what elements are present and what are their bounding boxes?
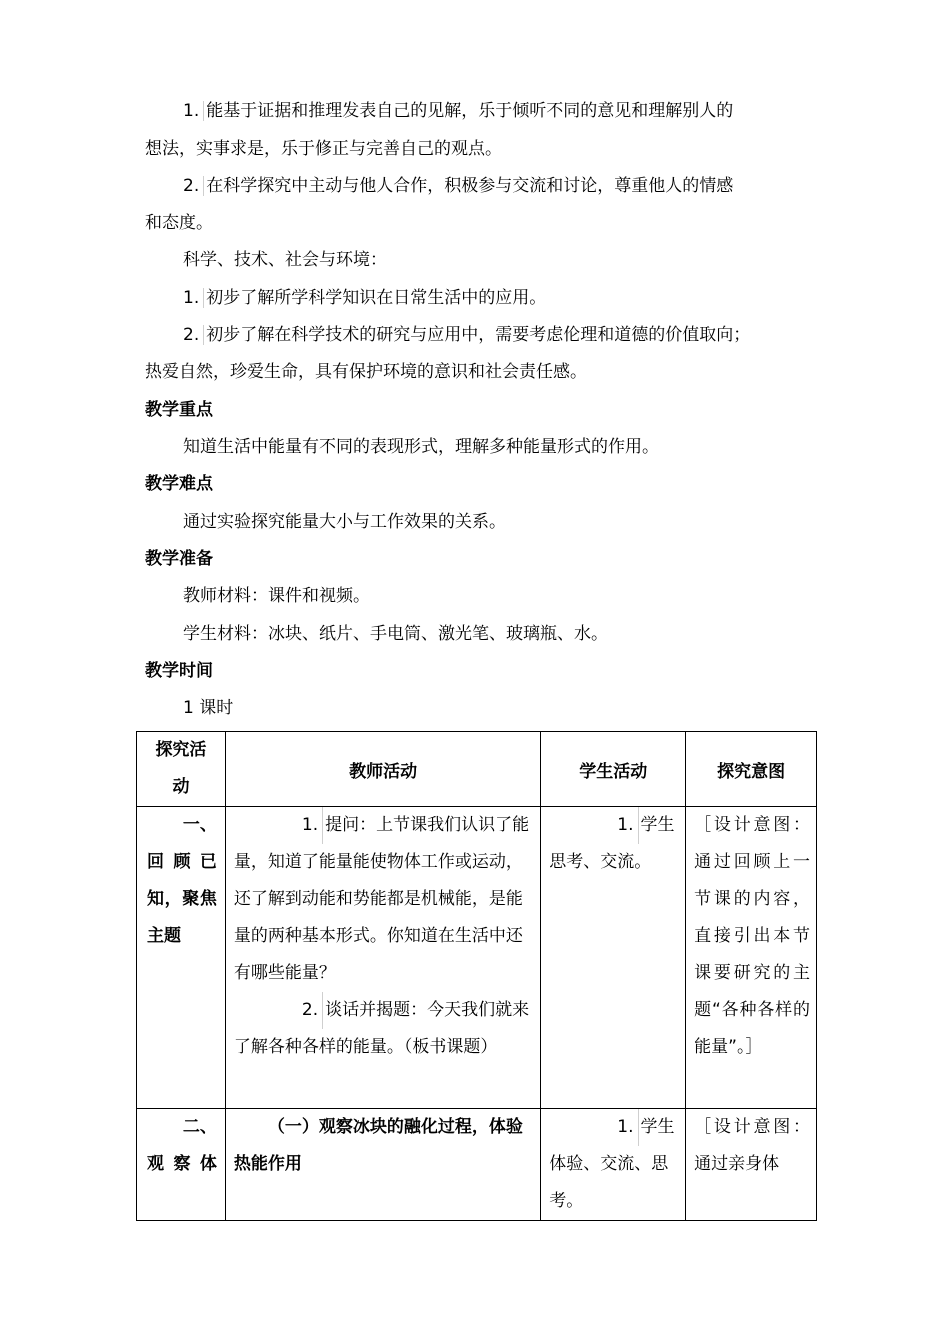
header-teacher: 教师活动 bbox=[225, 732, 540, 807]
row1-student: 1. 学生思考、交流。 bbox=[541, 807, 685, 881]
row2-student: 1. 学生体验、交流、思考。 bbox=[541, 1109, 685, 1220]
row1-activity: 一、 回顾已 知，聚焦 主题 bbox=[147, 815, 217, 946]
intro-line-2: 想法，实事求是，乐于修正与完善自己的观点。 bbox=[145, 139, 502, 159]
row2-activity: 二、 观察体 bbox=[147, 1117, 217, 1174]
key-point-heading: 教学重点 bbox=[145, 400, 213, 420]
row2-teacher-heading: （一）观察冰块的融化过程，体验热能作用 bbox=[233, 1117, 523, 1174]
intro-line-3: 2. 在科学探究中主动与他人合作，积极参与交流和讨论，尊重他人的情感 bbox=[183, 176, 734, 196]
teacher-materials: 教师材料：课件和视频。 bbox=[183, 586, 370, 606]
key-point-text: 知道生活中能量有不同的表现形式，理解多种能量形式的作用。 bbox=[183, 437, 659, 457]
header-student: 学生活动 bbox=[541, 732, 686, 807]
student-materials: 学生材料：冰块、纸片、手电筒、激光笔、玻璃瓶、水。 bbox=[183, 624, 608, 644]
table-header-row bbox=[137, 732, 817, 807]
difficulty-heading: 教学难点 bbox=[145, 474, 213, 494]
table-row bbox=[137, 807, 817, 1109]
intro-line-8: 热爱自然，珍爱生命，具有保护环境的意识和社会责任感。 bbox=[145, 362, 587, 382]
time-heading: 教学时间 bbox=[145, 661, 213, 681]
intro-line-4: 和态度。 bbox=[145, 213, 213, 233]
table-row bbox=[137, 1109, 817, 1221]
difficulty-text: 通过实验探究能量大小与工作效果的关系。 bbox=[183, 512, 506, 532]
header-intent: 探究意图 bbox=[686, 732, 817, 807]
intro-line-5: 科学、技术、社会与环境： bbox=[183, 250, 387, 270]
teacher-item-2: 2. 谈话并揭题：今天我们就来了解各种各样的能量。（板书课题） bbox=[234, 992, 534, 1066]
lesson-table bbox=[136, 731, 817, 1221]
intro-line-1: 1. 能基于证据和推理发表自己的见解，乐于倾听不同的意见和理解别人的 bbox=[183, 101, 734, 121]
row2-intent: ［设计意图：通过亲身体 bbox=[694, 1117, 810, 1174]
time-text: 1 课时 bbox=[183, 698, 234, 718]
row1-teacher bbox=[226, 807, 540, 1066]
row1-intent: ［设计意图：通过回顾上一节课的内容，直接引出本节课要研究的主题“各种各样的能量”。］ bbox=[694, 815, 810, 1057]
preparation-heading: 教学准备 bbox=[145, 549, 213, 569]
teacher-item-1: 1. 提问：上节课我们认识了能量，知道了能量能使物体工作或运动，还了解到动能和势能都是机械能，是能量的两种基本形式。你知道在生活中还有哪些能量？ bbox=[234, 807, 534, 992]
intro-line-6: 1. 初步了解所学科学知识在日常生活中的应用。 bbox=[183, 288, 547, 308]
header-activity: 探究活动 bbox=[155, 740, 207, 797]
intro-line-7: 2. 初步了解在科学技术的研究与应用中，需要考虑伦理和道德的价值取向； bbox=[183, 325, 751, 345]
